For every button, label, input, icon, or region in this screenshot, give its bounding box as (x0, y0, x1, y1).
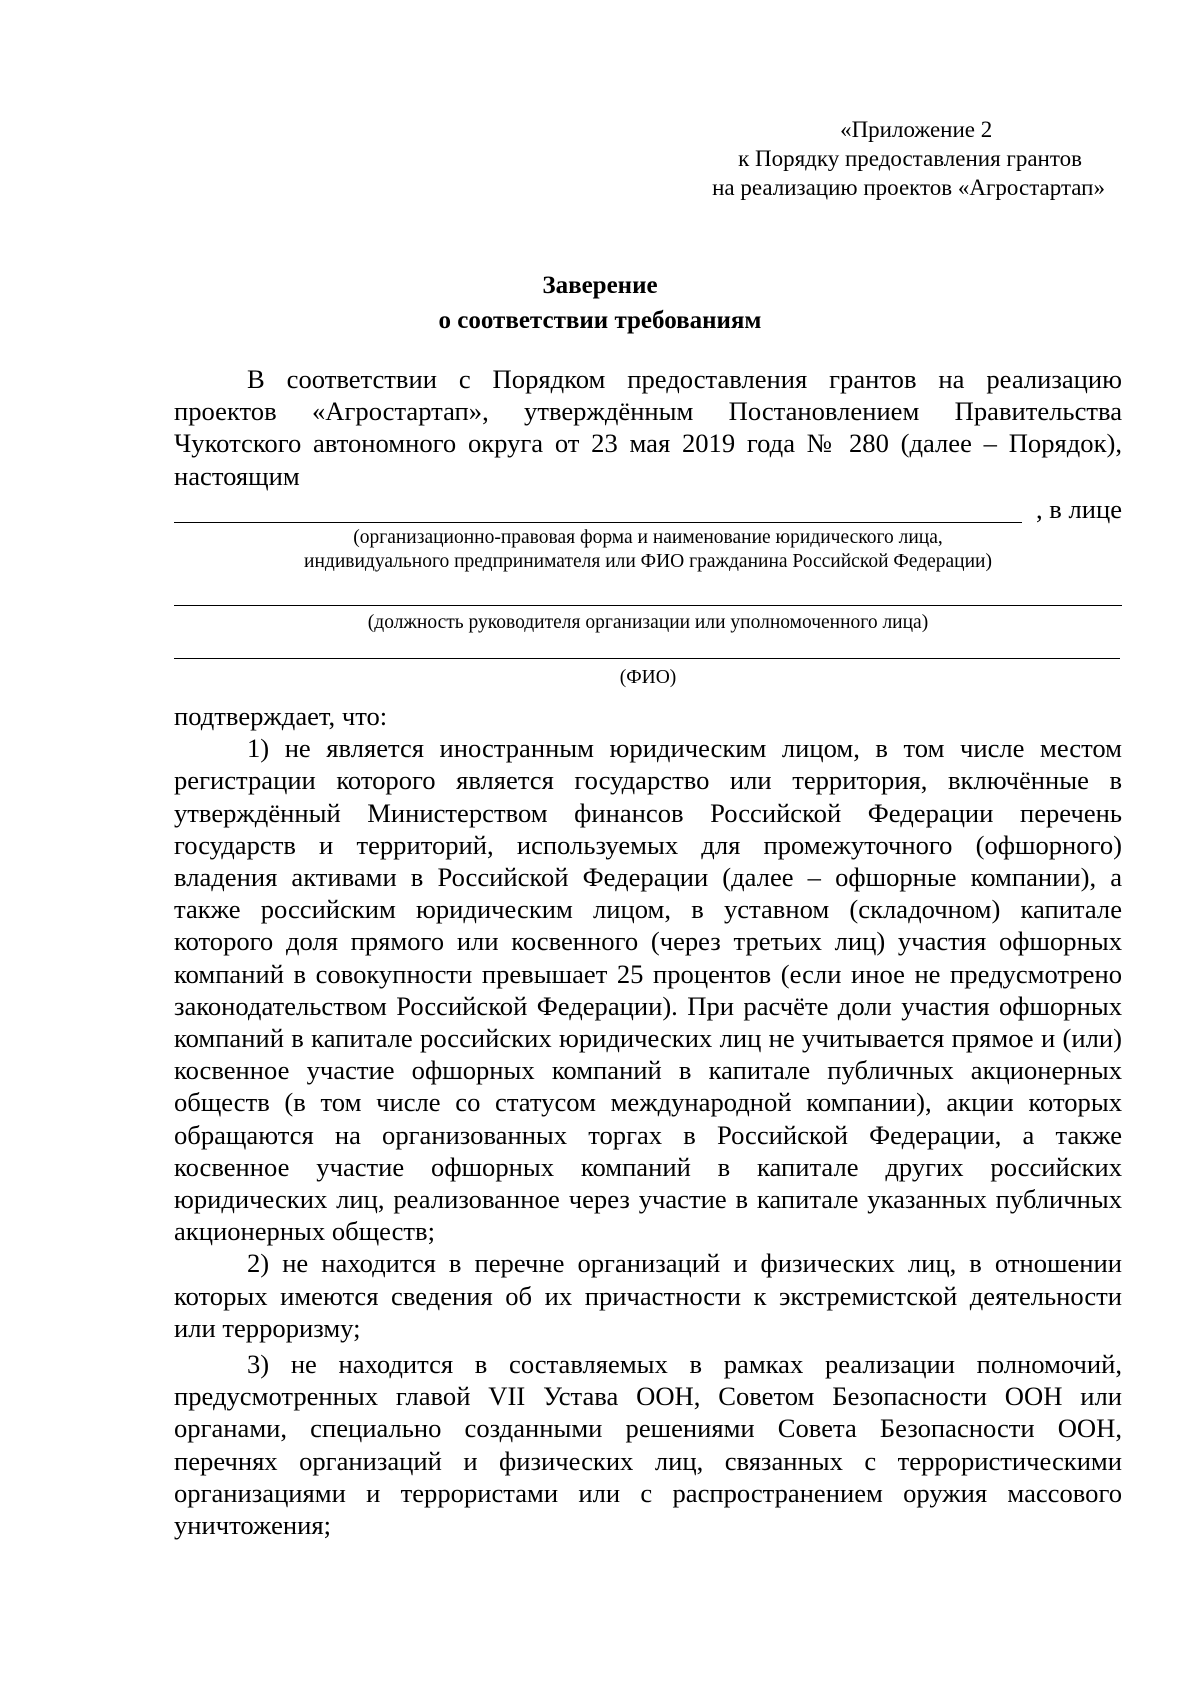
conditions-list (174, 700, 1122, 1541)
confirms-label: подтверждает, что: (174, 701, 388, 731)
entity-blank-line[interactable] (174, 493, 1022, 523)
entity-caption-line-2: индивидуального предпринимателя или ФИО гражданина Российской Федерации) (304, 551, 992, 572)
entity-caption-line-1: (организационно-правовая форма и наименование юридического лица, (353, 527, 943, 548)
entity-fill-row (174, 493, 1122, 525)
condition-item: 2) не находится в перечне организаций и физических лиц, в отношении которых имеются сведения об их причастности к экстремистской деятельности или терроризму; (174, 1248, 1122, 1343)
entity-caption (174, 526, 1122, 574)
fio-caption: (ФИО) (619, 667, 677, 688)
position-blank-line[interactable] (174, 595, 1122, 606)
appendix-header (712, 115, 1105, 202)
condition-item: 3) не находится в составляемых в рамках реализации полномочий, предусмотренных главой VII Устава ООН, Советом Безопасности ООН или органами, специально созданными решениями Совета Безопасности ООН, перечнях организаций и физических лиц, связанных с террористическими организациями и террористами или с распространением оружия массового уничтожения; (174, 1349, 1122, 1541)
document-title-line-2: о соответствии требованиям (438, 307, 762, 334)
document-title-line-1: Заверение (542, 272, 658, 299)
entity-suffix: , в лице (1035, 494, 1122, 524)
appendix-header-line-2: к Порядку предоставления грантов (738, 146, 1082, 171)
condition-item: 1) не является иностранным юридическим лицом, в том числе местом регистрации которого является государство или территория, включённые в утверждённый Министерством финансов Российской Федерации перечень государств и территорий, используемых для промежуточного (офшорного) владения активами в Российской Федерации (далее – офшорные компании), а также российским юридическим лицом, в уставном (складочном) капитале которого доля прямого или косвенного (через третьих лиц) участия офшорных компаний в совокупности превышает 25 процентов (если иное не предусмотрено законодательством Российской Федерации). При расчёте доли участия офшорных компаний в капитале российских юридических лиц не учитывается прямое и (или) косвенное участие офшорных компаний в капитале публичных акционерных обществ (в том числе со статусом международной компании), акции которых обращаются на организованных торгах в Российской Федерации, а также косвенное участие офшорных компаний в капитале других российских юридических лиц, реализованное через участие в капитале указанных публичных акционерных обществ; (174, 733, 1122, 1247)
appendix-header-line-3: на реализацию проектов «Агростартап» (712, 175, 1105, 200)
intro-paragraph: В соответствии с Порядком предоставления грантов на реализацию проектов «Агростартап», утверждённым Постановлением Правительства Чукотского автономного округа от 23 мая 2019 года № 280 (далее – Порядок), настоящим (174, 364, 1122, 491)
fio-blank-line[interactable] (174, 648, 1120, 659)
appendix-header-line-1: «Приложение 2 (840, 117, 993, 142)
position-caption: (должность руководителя организации или уполномоченного лица) (367, 612, 929, 633)
document-title (0, 268, 1200, 338)
